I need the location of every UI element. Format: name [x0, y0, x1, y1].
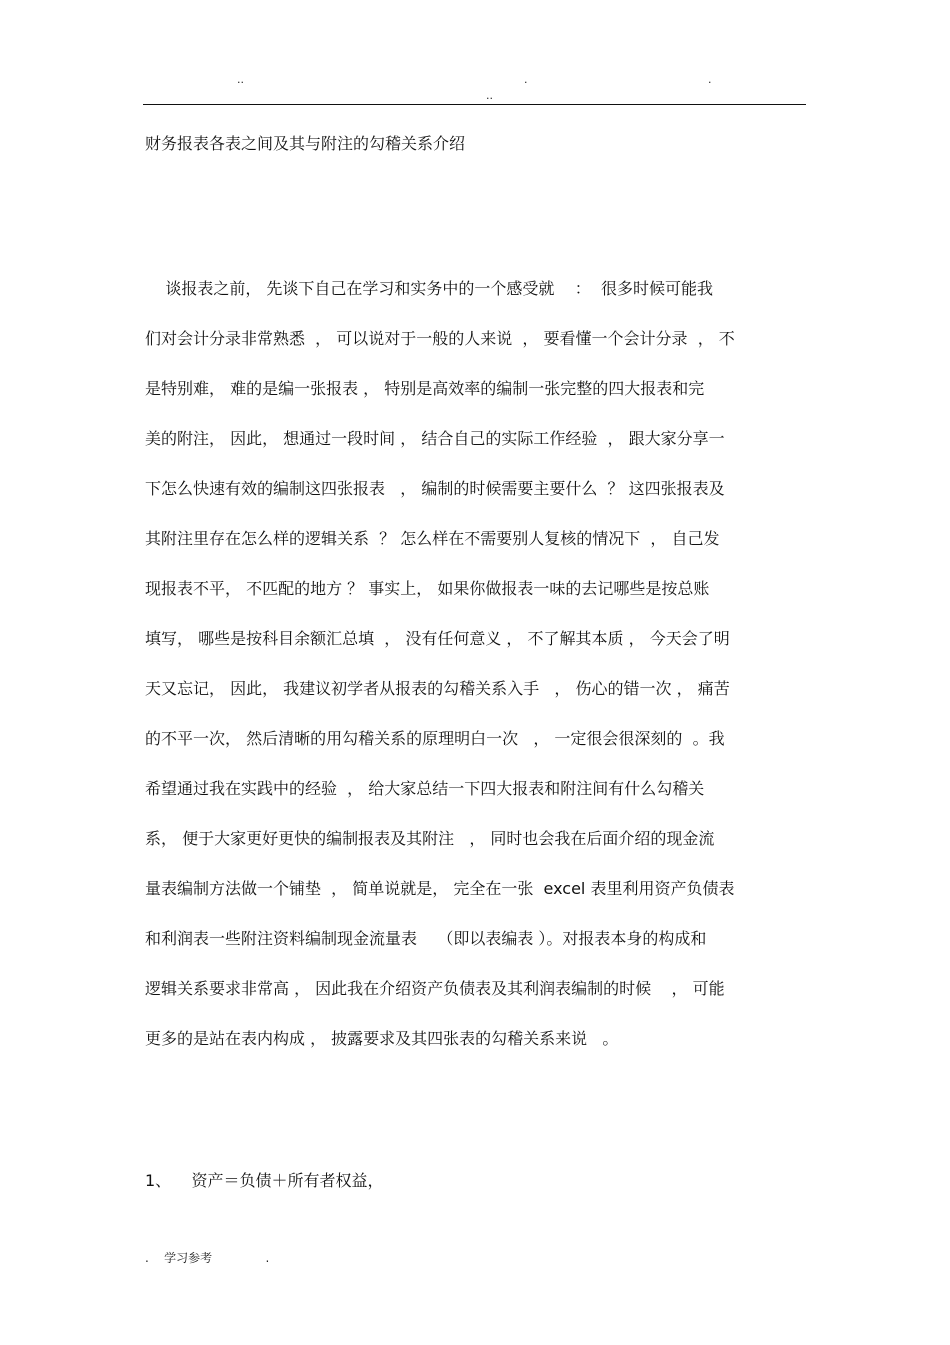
paragraph-line: 其附注里存在怎么样的逻辑关系 ？ 怎么样在不需要别人复核的情况下 ， 自己发 [145, 529, 720, 548]
page-footer: . 学习参考 . [145, 1251, 270, 1265]
header-mark-left: .. [237, 73, 244, 86]
header-mark-center: . [524, 73, 528, 86]
paragraph-line: 系， 便于大家更好更快的编制报表及其附注 ， 同时也会我在后面介绍的现金流 [145, 829, 715, 848]
numbered-item-1: 1、 资产＝负债＋所有者权益， [145, 1171, 384, 1190]
paragraph-line: 逻辑关系要求非常高 ， 因此我在介绍资产负债表及其利润表编制的时候 ， 可能 [145, 979, 725, 998]
paragraph-line: 现报表不平， 不匹配的地方 ？ 事实上， 如果你做报表一味的去记哪些是按总账 [145, 579, 710, 598]
paragraph-line: 谈报表之前， 先谈下自己在学习和实务中的一个感受就 ： 很多时候可能我 [145, 279, 713, 298]
paragraph-line: 更多的是站在表内构成 ， 披露要求及其四张表的勾稽关系来说 。 [145, 1029, 619, 1048]
document-title: 财务报表各表之间及其与附注的勾稽关系介绍 [145, 134, 466, 153]
header-mark-right: . [708, 73, 712, 86]
paragraph-line: 和利润表一些附注资料编制现金流量表 （即以表编表 ）。对报表本身的构成和 [145, 929, 707, 948]
paragraph-line: 天又忘记， 因此， 我建议初学者从报表的勾稽关系入手 ， 伤心的错一次 ， 痛苦 [145, 679, 730, 698]
header-mark-under: .. [486, 89, 493, 102]
paragraph-line: 填写， 哪些是按科目余额汇总填 ， 没有任何意义 ， 不了解其本质 ， 今天会了明 [145, 629, 730, 648]
paragraph-line: 量表编制方法做一个铺垫 ， 简单说就是， 完全在一张 excel 表里利用资产负债表 [145, 879, 735, 898]
paragraph-line: 下怎么快速有效的编制这四张报表 ， 编制的时候需要主要什么 ？ 这四张报表及 [145, 479, 725, 498]
header-rule [143, 104, 806, 105]
paragraph-line: 们对会计分录非常熟悉 ， 可以说对于一般的人来说 ， 要看懂一个会计分录 ， 不 [145, 329, 735, 348]
paragraph-line: 是特别难， 难的是编一张报表 ， 特别是高效率的编制一张完整的四大报表和完 [145, 379, 705, 398]
paragraph-line: 的不平一次， 然后清晰的用勾稽关系的原理明白一次 ， 一定很会很深刻的 。我 [145, 729, 725, 748]
paragraph-line: 希望通过我在实践中的经验 ， 给大家总结一下四大报表和附注间有什么勾稽关 [145, 779, 705, 798]
paragraph-line: 美的附注， 因此， 想通过一段时间 ， 结合自己的实际工作经验 ， 跟大家分享一 [145, 429, 725, 448]
